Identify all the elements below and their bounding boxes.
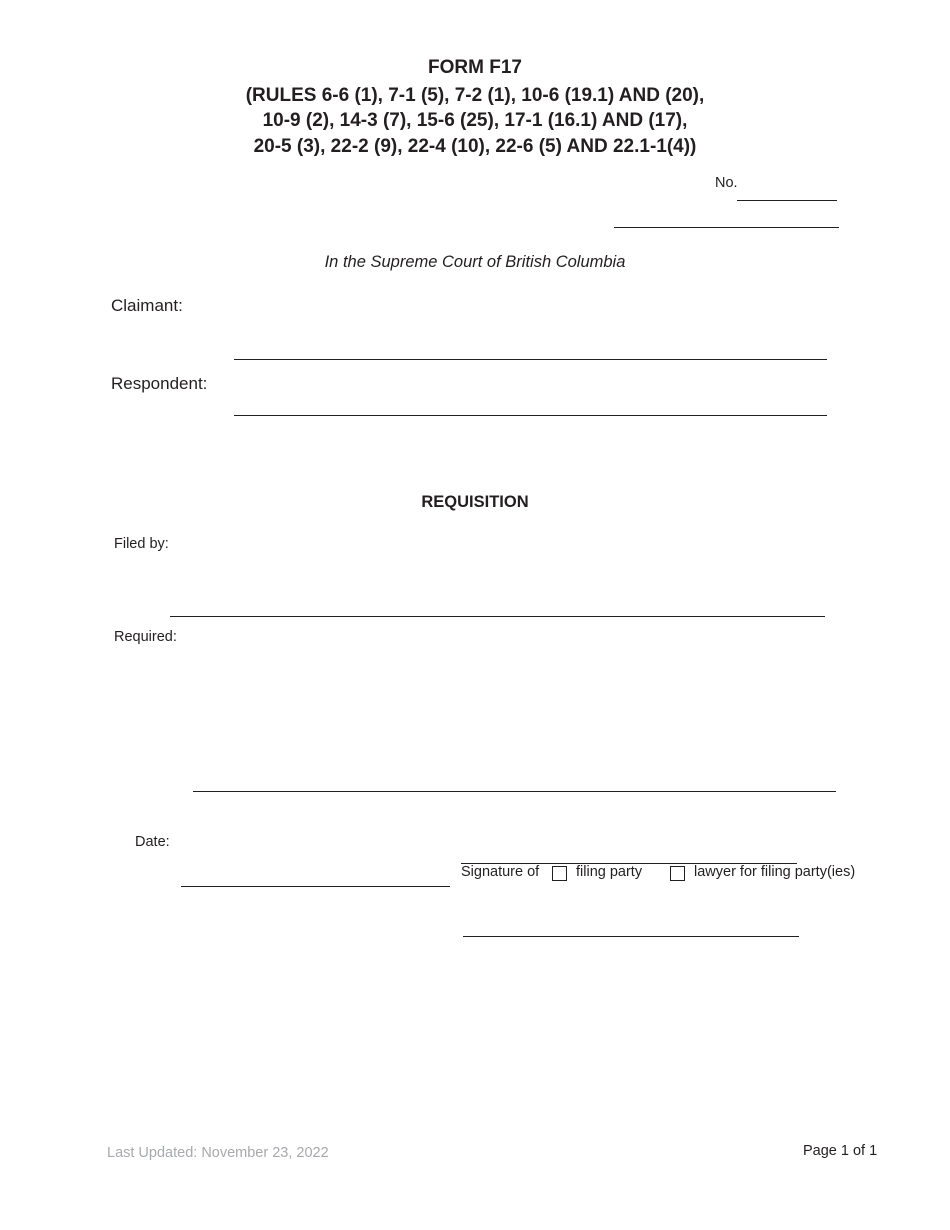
filed-by-label: Filed by: bbox=[114, 536, 169, 552]
respondent-field[interactable] bbox=[234, 415, 827, 416]
rules-line-1: (RULES 6-6 (1), 7-1 (5), 7-2 (1), 10-6 (19.1) AND (20), bbox=[245, 85, 705, 106]
lawyer-label: lawyer for filing party(ies) bbox=[694, 864, 856, 880]
rules-line-2: 10-9 (2), 14-3 (7), 15-6 (25), 17-1 (16.1) AND (17), bbox=[262, 110, 688, 131]
date-label: Date: bbox=[135, 834, 170, 850]
claimant-field[interactable] bbox=[234, 359, 827, 360]
page-number: Page 1 of 1 bbox=[803, 1143, 878, 1159]
filed-by-field[interactable] bbox=[170, 616, 825, 617]
signatory-name-field[interactable] bbox=[463, 936, 799, 937]
registry-location-field[interactable] bbox=[614, 227, 839, 228]
filing-party-label: filing party bbox=[576, 864, 643, 880]
filing-party-checkbox[interactable] bbox=[552, 866, 567, 881]
rules-line-3: 20-5 (3), 22-2 (9), 22-4 (10), 22-6 (5) AND 22.1-1(4)) bbox=[253, 136, 697, 157]
claimant-label: Claimant: bbox=[111, 296, 183, 315]
date-field[interactable] bbox=[181, 886, 450, 887]
document-title: REQUISITION bbox=[421, 493, 529, 511]
respondent-label: Respondent: bbox=[111, 374, 208, 393]
required-field[interactable] bbox=[193, 791, 836, 792]
registry-no-label: No. bbox=[715, 175, 738, 191]
lawyer-checkbox[interactable] bbox=[670, 866, 685, 881]
form-title: FORM F17 bbox=[428, 57, 522, 78]
last-updated: Last Updated: November 23, 2022 bbox=[107, 1145, 329, 1161]
registry-no-field[interactable] bbox=[737, 200, 837, 201]
signature-prefix: Signature of bbox=[461, 864, 540, 880]
required-label: Required: bbox=[114, 629, 177, 645]
court-name: In the Supreme Court of British Columbia bbox=[324, 253, 626, 271]
